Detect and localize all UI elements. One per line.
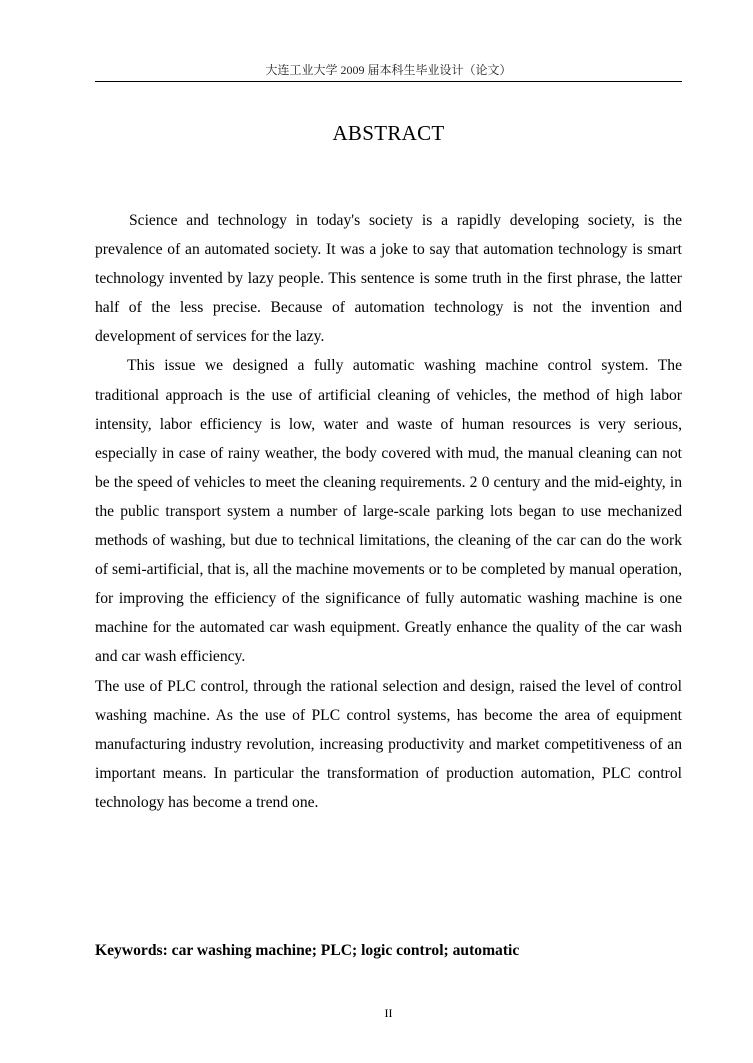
abstract-title: ABSTRACT: [332, 121, 445, 145]
header-divider: [95, 81, 682, 82]
abstract-paragraph-1: Science and technology in today's society is a rapidly developing society, is the prevalence of an automated society. It was a joke to say that automation technology is smart technology invented by lazy people. This sentence is some truth in the first phrase, the latter half of the less precise. Because of automation technology is not the invention and development of services for the lazy.: [95, 212, 682, 346]
abstract-body: [95, 206, 682, 817]
page-number: II: [384, 1006, 393, 1020]
keywords-line: Keywords: car washing machine; PLC; logic control; automatic: [95, 942, 520, 959]
page-header: 大连工业大学 2009 届本科生毕业设计（论文）: [265, 63, 512, 77]
abstract-paragraph-3: The use of PLC control, through the rational selection and design, raised the level of control washing machine. As the use of PLC control systems, has become the area of equipment manufacturing industry revolution, increasing productivity and market competitiveness of an important means. In particular the transformation of production automation, PLC control technology has become a trend one.: [95, 677, 682, 811]
abstract-paragraph-2: This issue we designed a fully automatic washing machine control system. The traditional approach is the use of artificial cleaning of vehicles, the method of high labor intensity, labor efficiency is low, water and waste of human resources is very serious, especially in case of rainy weather, the body covered with mud, the manual cleaning can not be the speed of vehicles to meet the cleaning requirements. 2 0 century and the mid-eighty, in the public transport system a number of large-scale parking lots began to use mechanized methods of washing, but due to technical limitations, the cleaning of the car can do the work of semi-artificial, that is, all the machine movements or to be completed by manual operation, for improving the efficiency of the significance of fully automatic washing machine is one machine for the automated car wash equipment. Greatly enhance the quality of the car wash and car wash efficiency.: [95, 357, 682, 666]
